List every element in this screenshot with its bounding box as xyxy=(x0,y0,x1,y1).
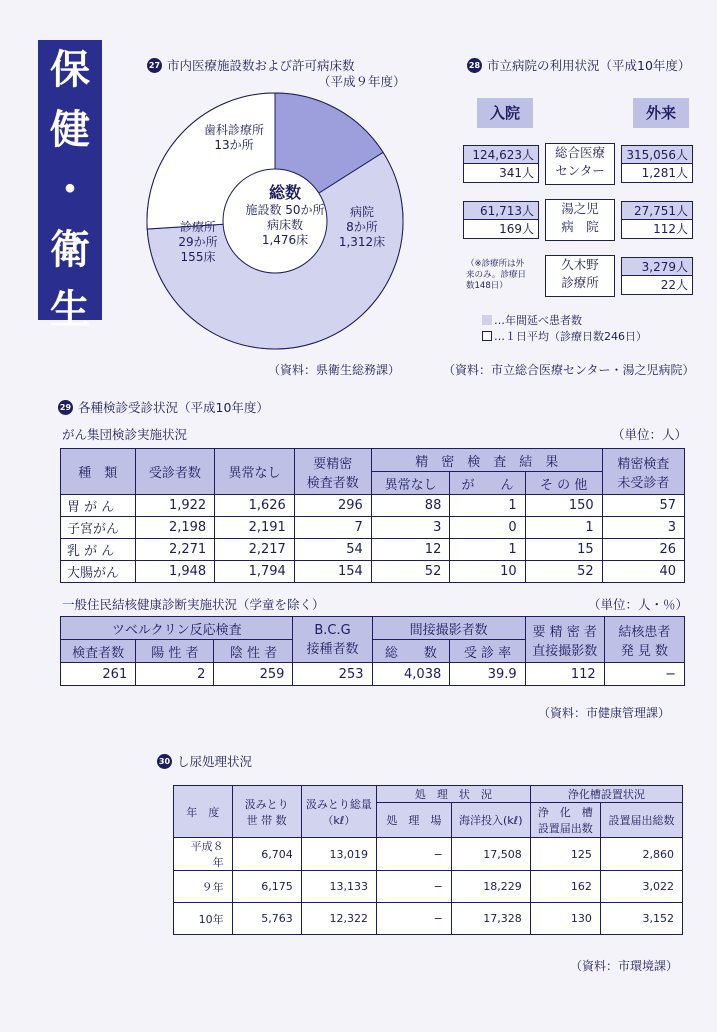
s28-title xyxy=(467,56,690,74)
col-unexamined-line1: 精密検査 xyxy=(617,456,670,472)
yunoko-inpatient-daily: 169人 xyxy=(463,219,539,239)
col-volume xyxy=(301,786,376,838)
yunoko-outpatient-total: 27,751人 xyxy=(621,201,693,221)
clinic-label: 診療所 xyxy=(179,220,216,234)
table-row xyxy=(61,561,685,583)
legend xyxy=(482,313,647,345)
col-required xyxy=(525,617,604,663)
legend-swatch-empty xyxy=(482,331,492,341)
col-volume-line1: 汲みとり総量 xyxy=(305,797,372,811)
col-septic: 浄化槽設置状況 xyxy=(530,786,682,803)
hospital-beds: 1,312床 xyxy=(338,235,386,249)
col-households xyxy=(232,786,301,838)
cell: 4,038 xyxy=(372,663,450,686)
dental-facilities: 13か所 xyxy=(214,138,254,152)
cell: − xyxy=(377,903,452,935)
cell: 0 xyxy=(450,517,525,539)
col-volume-line2: （kℓ） xyxy=(322,813,356,827)
pie-label-hospital xyxy=(322,205,402,250)
s29-unit1: （単位：人） xyxy=(612,427,688,442)
cell: 12 xyxy=(371,539,450,561)
cell: 1,794 xyxy=(215,561,295,583)
s27-source: （資料：県衛生総務課） xyxy=(268,363,401,377)
s29-title-text: 各種検診受診状況（平成10年度） xyxy=(78,400,269,415)
kukino-outpatient-total: 3,279人 xyxy=(621,257,693,277)
cell: 大腸がん xyxy=(61,561,136,583)
col-result-normal: 異常なし xyxy=(371,472,450,495)
col-examined: 検査者数 xyxy=(61,640,136,663)
col-detail-line1: 要精密 xyxy=(313,456,353,472)
s29-unit2: （単位：人・％） xyxy=(588,597,689,612)
pie-center-facilities: 施設数 50か所 xyxy=(245,203,325,217)
cell: 12,322 xyxy=(301,903,376,935)
cell: 3 xyxy=(602,517,684,539)
banner-char: 衛 xyxy=(50,227,90,273)
col-tuberculin: ツベルクリン反応検査 xyxy=(61,617,293,640)
legend-swatch-filled xyxy=(482,315,492,325)
section-banner xyxy=(38,40,102,333)
cell: 54 xyxy=(294,539,371,561)
col-septic-count-line1: 浄 化 槽 xyxy=(537,806,593,819)
cell: 6,175 xyxy=(232,871,301,903)
cell: 112 xyxy=(525,663,604,686)
col-tb-found xyxy=(604,617,684,663)
clinic-beds: 155床 xyxy=(180,250,216,264)
col-total: 総 数 xyxy=(372,640,450,663)
col-negative: 陰 性 者 xyxy=(214,640,293,663)
banner-char: 保 xyxy=(50,47,90,93)
pie-center-beds: 1,476床 xyxy=(261,233,309,247)
cell: 296 xyxy=(294,495,371,517)
cell: 1,626 xyxy=(215,495,295,517)
s30-title xyxy=(157,752,252,770)
col-detail-line2: 検査者数 xyxy=(306,475,359,491)
cell: − xyxy=(604,663,684,686)
col-households-line1: 汲みとり xyxy=(244,797,289,811)
facility-center xyxy=(545,143,615,185)
clinic-note-line3: 数148日） xyxy=(466,281,508,291)
cell: 52 xyxy=(371,561,450,583)
cell: 3,152 xyxy=(600,903,682,935)
col-rate: 受 診 率 xyxy=(450,640,525,663)
cell: 2,217 xyxy=(215,539,295,561)
hospital-facilities: 8か所 xyxy=(346,220,378,234)
col-detail xyxy=(294,449,371,495)
cell: 52 xyxy=(525,561,602,583)
kukino-outpatient-daily: 22人 xyxy=(621,275,693,295)
col-unexamined xyxy=(602,449,684,495)
banner-char: 生 xyxy=(50,287,90,333)
col-result-other: そ の 他 xyxy=(525,472,602,495)
cell: ９年 xyxy=(174,871,233,903)
cell: 1,948 xyxy=(135,561,215,583)
col-required-line2: 直接撮影数 xyxy=(532,643,598,659)
s29-sub1: がん集団検診実施状況 xyxy=(62,427,188,442)
cell: 88 xyxy=(371,495,450,517)
table-row xyxy=(174,903,683,935)
col-bcg xyxy=(293,617,372,663)
legend-annual xyxy=(482,313,647,329)
cell: 125 xyxy=(530,838,600,871)
table-row xyxy=(61,517,685,539)
center-inpatient-daily: 341人 xyxy=(463,163,539,183)
s30-title-text: し尿処理状況 xyxy=(177,754,253,769)
cell: 130 xyxy=(530,903,600,935)
cell: 1,922 xyxy=(135,495,215,517)
col-processing: 処 理 状 況 xyxy=(377,786,531,803)
cell: 39.9 xyxy=(450,663,525,686)
cell: 17,328 xyxy=(451,903,530,935)
s28-title-text: 市立病院の利用状況（平成10年度） xyxy=(487,58,691,73)
s27-subtitle: （平成９年度） xyxy=(318,74,406,89)
col-tb-found-line1: 結核患者 xyxy=(618,624,671,640)
legend-annual-text: …年間延べ患者数 xyxy=(494,314,582,327)
cell: 17,508 xyxy=(451,838,530,871)
cell: − xyxy=(377,871,452,903)
cell: 57 xyxy=(602,495,684,517)
cell: 15 xyxy=(525,539,602,561)
legend-daily xyxy=(482,329,647,345)
col-bcg-line1: B.C.G xyxy=(314,622,351,638)
s27-number: 27 xyxy=(147,58,162,73)
col-positive: 陽 性 者 xyxy=(136,640,214,663)
col-exam: 受診者数 xyxy=(135,449,215,495)
inpatient-header: 入院 xyxy=(477,98,533,128)
col-septic-count xyxy=(530,803,600,838)
banner-char: 健 xyxy=(50,107,90,153)
cell: 3,022 xyxy=(600,871,682,903)
cell: 10年 xyxy=(174,903,233,935)
cell: 2,860 xyxy=(600,838,682,871)
col-result: 精 密 検 査 結 果 xyxy=(371,449,602,472)
col-year: 年 度 xyxy=(174,786,233,838)
banner-char: ・ xyxy=(50,167,90,213)
cell: 乳 が ん xyxy=(61,539,136,561)
cell: − xyxy=(377,838,452,871)
cell: 1 xyxy=(450,495,525,517)
col-bcg-line2: 接種者数 xyxy=(306,641,359,657)
cell: 2,198 xyxy=(135,517,215,539)
cell: 1 xyxy=(525,517,602,539)
clinic-note-line1: （※診療所は外 xyxy=(466,259,525,269)
s28-source: （資料：市立総合医療センター・湯之児病院） xyxy=(443,363,695,377)
cell: 平成８年 xyxy=(174,838,233,871)
clinic-facilities: 29か所 xyxy=(178,235,218,249)
pie-label-dental xyxy=(186,123,282,153)
col-tb-found-line2: 発 見 数 xyxy=(620,643,668,659)
center-inpatient-total: 124,623人 xyxy=(463,145,539,165)
outpatient-header: 外来 xyxy=(633,98,689,128)
tb-screening-table xyxy=(60,616,685,686)
s29-title xyxy=(58,398,269,416)
cell: 150 xyxy=(525,495,602,517)
yunoko-outpatient-daily: 112人 xyxy=(621,219,693,239)
clinic-note-line2: 来のみ。診療日 xyxy=(466,270,527,280)
dental-label: 歯科診療所 xyxy=(203,123,264,137)
cell: 261 xyxy=(61,663,136,686)
col-households-line2: 世 帯 数 xyxy=(246,813,287,827)
cell: 子宮がん xyxy=(61,517,136,539)
facility-center-name1: 総合医療 xyxy=(554,145,605,160)
cell: 40 xyxy=(602,561,684,583)
cell: 154 xyxy=(294,561,371,583)
s29-source: （資料：市健康管理課） xyxy=(538,706,671,720)
col-plant: 処 理 場 xyxy=(377,803,452,838)
cell: 3 xyxy=(371,517,450,539)
col-unexamined-line2: 未受診者 xyxy=(617,475,670,491)
cell: 162 xyxy=(530,871,600,903)
pie-center-title: 総数 xyxy=(268,183,301,202)
col-normal: 異常なし xyxy=(215,449,295,495)
cell: 2,271 xyxy=(135,539,215,561)
cell: 胃 が ん xyxy=(61,495,136,517)
cell: 26 xyxy=(602,539,684,561)
cell: 2,191 xyxy=(215,517,295,539)
cell: 13,133 xyxy=(301,871,376,903)
cell: 7 xyxy=(294,517,371,539)
col-type: 種 類 xyxy=(61,449,136,495)
cell: 253 xyxy=(293,663,372,686)
col-required-line1: 要 精 密 者 xyxy=(532,624,597,640)
s30-number: 30 xyxy=(157,754,172,769)
s27-title-text: 市内医療施設数および許可病床数 xyxy=(167,58,355,73)
facility-center-name2: センター xyxy=(555,163,605,178)
hospital-label: 病院 xyxy=(349,205,374,219)
cancer-screening-table xyxy=(60,448,685,583)
facility-kukino xyxy=(545,255,615,297)
col-septic-count-line2: 設置届出数 xyxy=(537,822,593,835)
cell: 6,704 xyxy=(232,838,301,871)
clinic-note xyxy=(466,259,542,292)
cell: 10 xyxy=(450,561,525,583)
facility-kukino-name2: 診療所 xyxy=(561,275,599,290)
pie-center-beds-label: 病床数 xyxy=(266,218,303,232)
cell: 5,763 xyxy=(232,903,301,935)
s28-number: 28 xyxy=(467,58,482,73)
night-soil-table xyxy=(173,785,683,935)
facility-kukino-name1: 久木野 xyxy=(561,257,599,272)
legend-daily-text: …１日平均（診療日数246日） xyxy=(494,330,647,343)
s29-number: 29 xyxy=(58,400,73,415)
cell: 13,019 xyxy=(301,838,376,871)
pie-label-clinic xyxy=(160,220,236,265)
center-outpatient-total: 315,056人 xyxy=(621,145,693,165)
s30-source: （資料：市環境課） xyxy=(570,959,679,973)
cell: 259 xyxy=(214,663,293,686)
table-row xyxy=(174,871,683,903)
cell: 1 xyxy=(450,539,525,561)
table-row xyxy=(61,495,685,517)
s29-sub2: 一般住民結核健康診断実施状況（学童を除く） xyxy=(62,597,325,612)
cell: 2 xyxy=(136,663,214,686)
table-row xyxy=(61,663,685,686)
center-outpatient-daily: 1,281人 xyxy=(621,163,693,183)
table-row xyxy=(174,838,683,871)
table-row xyxy=(61,539,685,561)
cell: 18,229 xyxy=(451,871,530,903)
facility-yunoko xyxy=(545,199,615,241)
yunoko-inpatient-total: 61,713人 xyxy=(463,201,539,221)
facility-yunoko-name1: 湯之児 xyxy=(561,201,599,216)
col-ocean: 海洋投入(kℓ) xyxy=(451,803,530,838)
facility-yunoko-name2: 病 院 xyxy=(561,219,599,234)
col-result-cancer: が ん xyxy=(450,472,525,495)
col-indirect: 間接撮影者数 xyxy=(372,617,525,640)
col-septic-total: 設置届出総数 xyxy=(600,803,682,838)
